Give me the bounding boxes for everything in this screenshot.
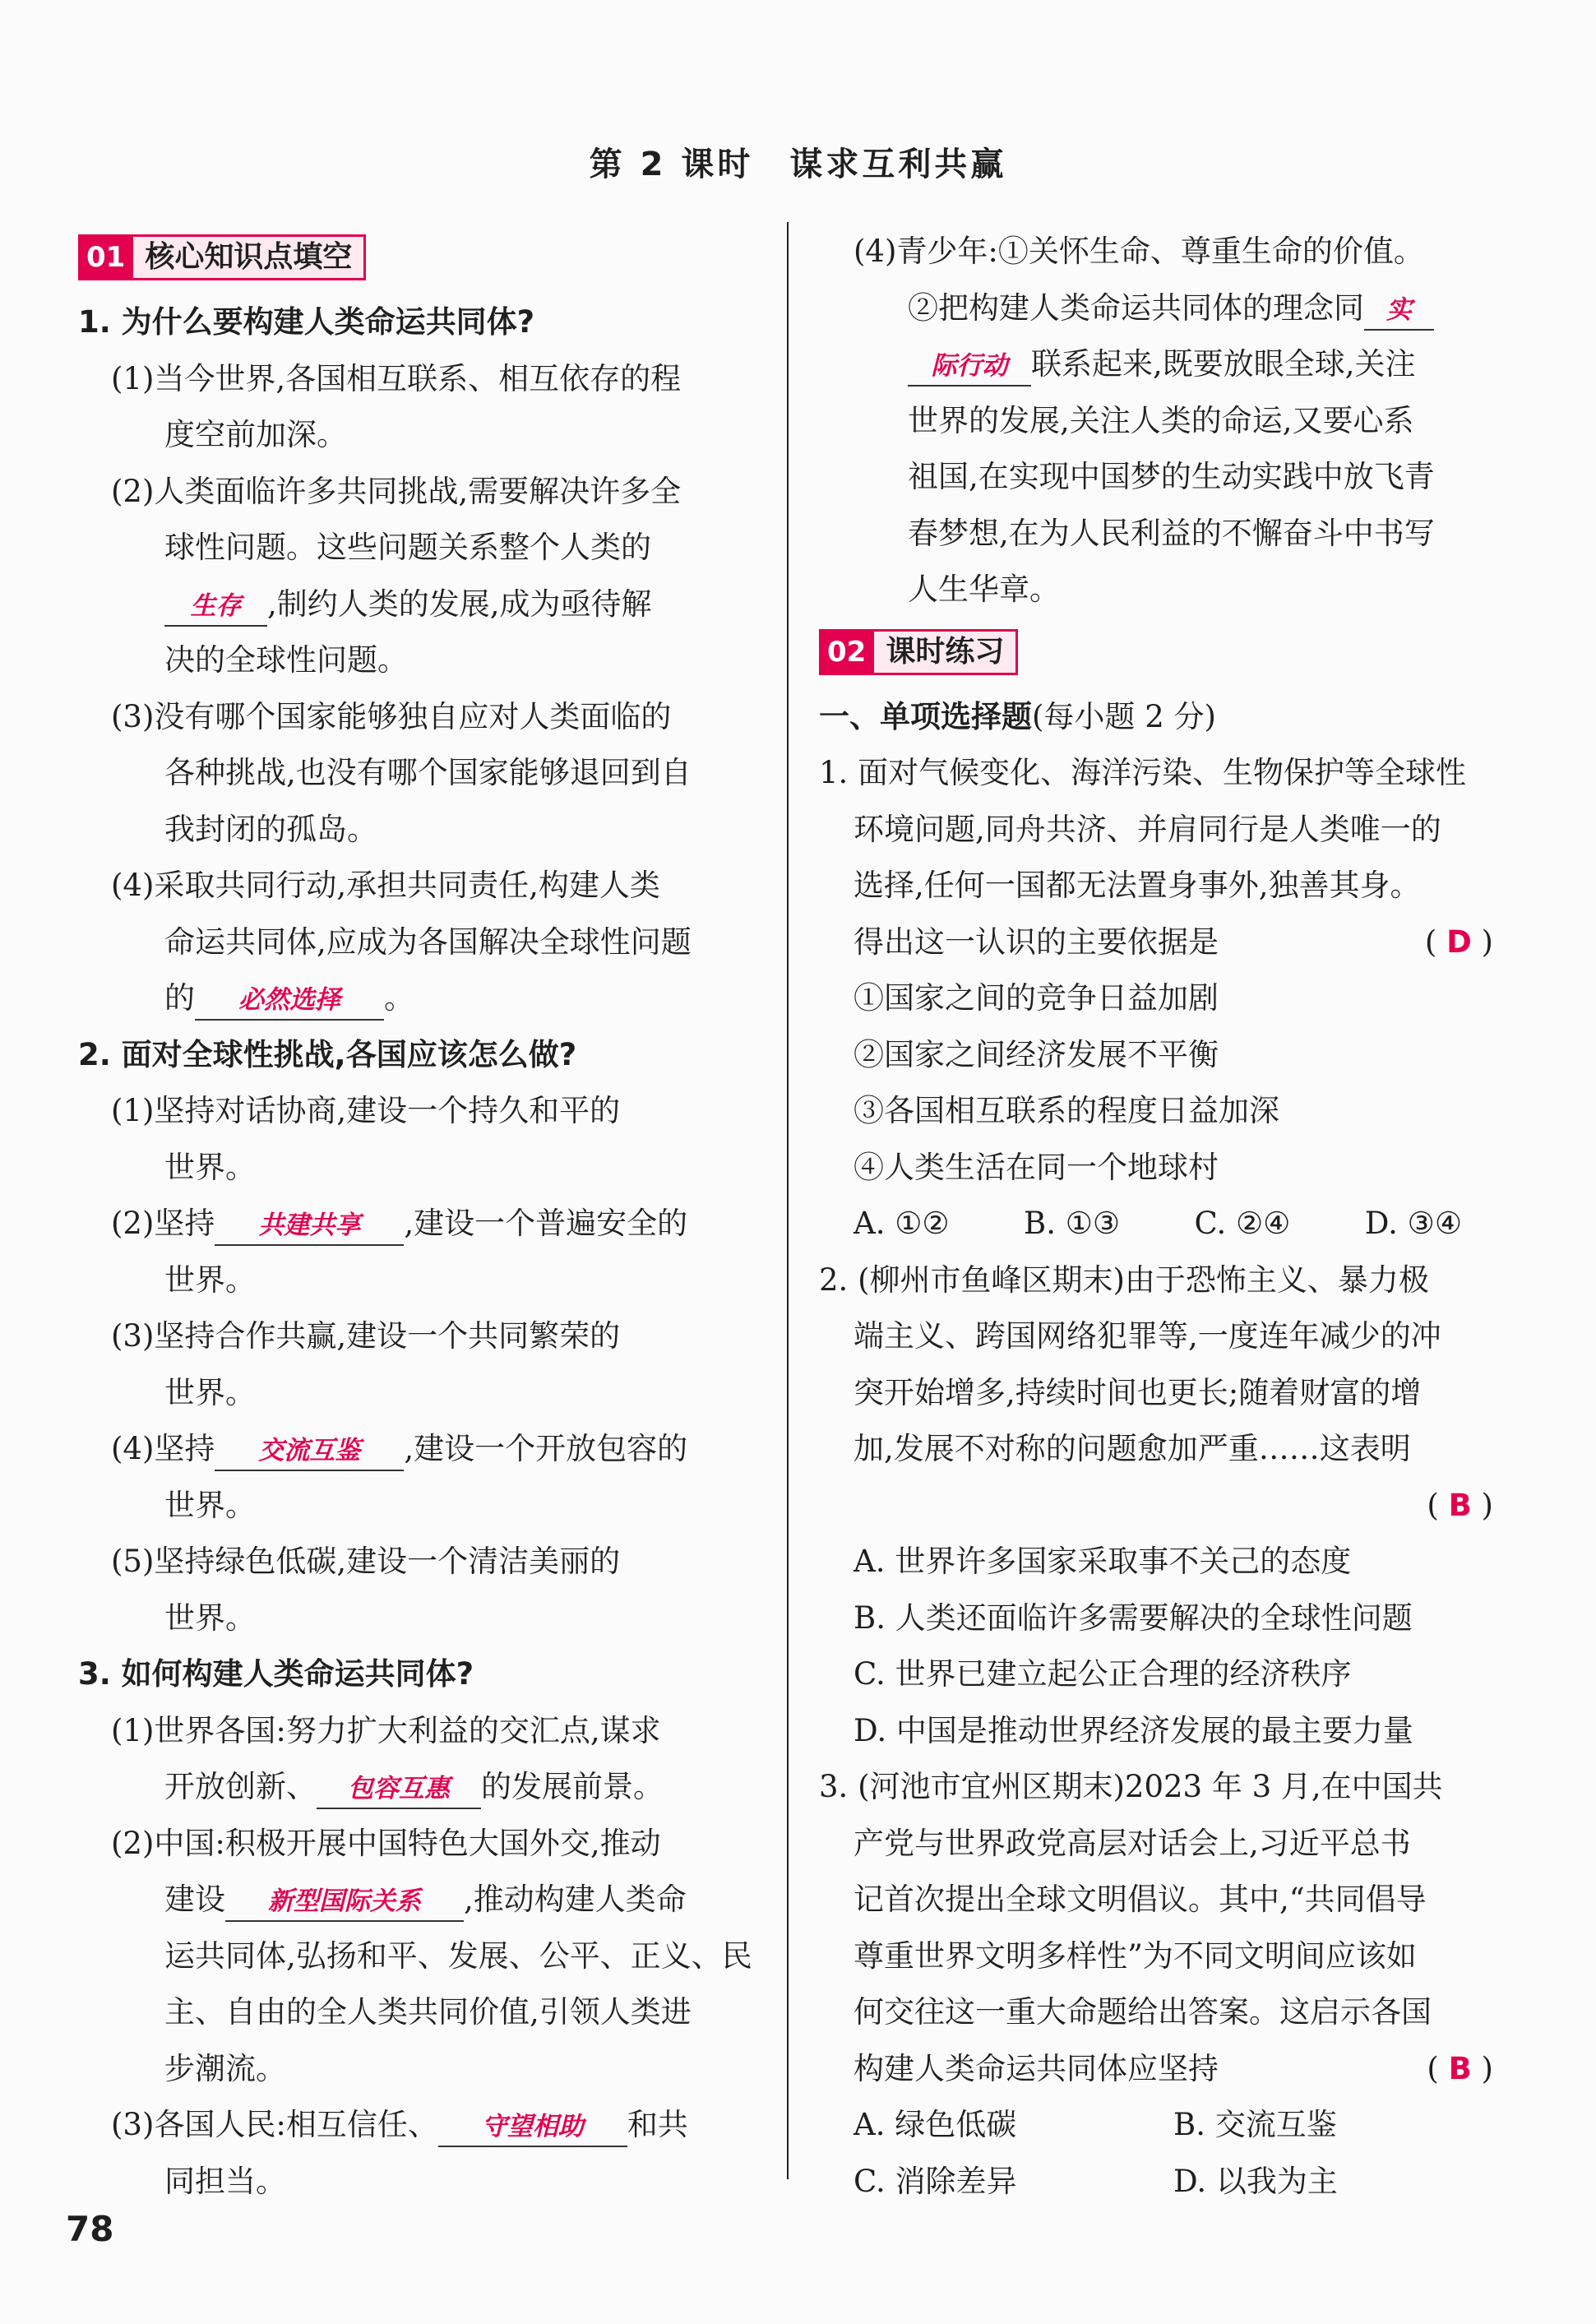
text-line: (4)坚持 交流互鉴 ,建设一个开放包容的 xyxy=(78,1421,761,1478)
fill-blank-answer: 新型国际关系 xyxy=(225,1882,464,1922)
fill-blank-answer: 必然选择 xyxy=(195,981,384,1021)
fill-blank-answer: 包容互惠 xyxy=(317,1770,481,1809)
option-a: A. ①② xyxy=(854,1206,950,1241)
text-line: 构建人类命运共同体应坚持 ( B ) xyxy=(854,2050,1493,2086)
text-line: 环境问题,同舟共济、并肩同行是人类唯一的 xyxy=(854,811,1441,847)
text-line: 际行动 联系起来,既要放眼全球,关注 xyxy=(819,336,1493,393)
text-line: 运共同体,弘扬和平、发展、公平、正义、民 xyxy=(164,1937,752,1974)
text-line: (3)没有哪个国家能够独自应对人类面临的 xyxy=(111,698,672,734)
fill-blank-answer: 共建共享 xyxy=(215,1206,404,1246)
text-line: (3)坚持合作共赢,建设一个共同繁荣的 xyxy=(111,1318,621,1354)
text-line: 端主义、跨国网络犯罪等,一度连年减少的冲 xyxy=(854,1318,1441,1354)
option-d: D. 以我为主 xyxy=(1173,2163,1338,2199)
question-title: 2. 面对全球性挑战,各国应该怎么做? xyxy=(78,1036,577,1072)
answer-options xyxy=(819,2097,1493,2154)
answer-mark: D xyxy=(1446,924,1472,960)
statement: ④人类生活在同一个地球村 xyxy=(854,1149,1219,1185)
text-line: 命运共同体,应成为各国解决全球性问题 xyxy=(164,924,692,960)
option-c: C. 消除差异 xyxy=(854,2163,1017,2199)
text-line: 生存 ,制约人类的发展,成为亟待解 xyxy=(78,576,761,633)
fill-blank-answer: 生存 xyxy=(164,587,267,627)
option-a: A. 世界许多国家采取事不关己的态度 xyxy=(854,1544,1352,1579)
text-line: 尊重世界文明多样性”为不同文明间应该如 xyxy=(854,1937,1417,1974)
text-line: 步潮流。 xyxy=(164,2050,286,2086)
option-c: C. ②④ xyxy=(1194,1206,1291,1241)
text-line: 各种挑战,也没有哪个国家能够退回到自 xyxy=(164,755,692,790)
text-line: (1)坚持对话协商,建设一个持久和平的 xyxy=(111,1093,621,1128)
section-number-badge: 01 xyxy=(78,234,133,280)
text-line: 球性问题。这些问题关系整个人类的 xyxy=(164,530,651,565)
text-line: 突开始增多,持续时间也更长;随着财富的增 xyxy=(854,1374,1422,1410)
text-line: 世界。 xyxy=(164,1599,256,1636)
text-line: 同担当。 xyxy=(164,2163,286,2199)
question-stem: 2. (柳州市鱼峰区期末)由于恐怖主义、暴力极 xyxy=(819,1262,1429,1298)
text-line: 我封闭的孤岛。 xyxy=(164,811,377,847)
text-line: (4)青少年:①关怀生命、尊重生命的价值。 xyxy=(854,234,1424,269)
subsection-heading: 一、单项选择题(每小题 2 分) xyxy=(819,698,1216,734)
option-b: B. ①③ xyxy=(1024,1206,1121,1241)
option-b: B. 人类还面临许多需要解决的全球性问题 xyxy=(854,1599,1413,1636)
text-line: 世界的发展,关注人类的命运,又要心系 xyxy=(908,402,1414,438)
text-line: (2)中国:积极开展中国特色大国外交,推动 xyxy=(111,1825,661,1861)
text-line: 世界。 xyxy=(164,1374,256,1410)
text-line: (3)各国人民:相互信任、 守望相助 和共 xyxy=(78,2097,761,2154)
option-d: D. ③④ xyxy=(1364,1206,1462,1241)
fill-blank-answer: 际行动 xyxy=(908,347,1031,387)
option-c: C. 世界已建立起公正合理的经济秩序 xyxy=(854,1656,1352,1692)
text-line: (1)当今世界,各国相互联系、相互依存的程 xyxy=(111,360,682,396)
text-line: 祖国,在实现中国梦的生动实践中放飞青 xyxy=(908,459,1435,494)
text-line: ( B ) xyxy=(1427,1487,1493,1523)
column-divider xyxy=(787,222,789,2179)
option-d: D. 中国是推动世界经济发展的最主要力量 xyxy=(854,1712,1413,1748)
text-line: 建设 新型国际关系 ,推动构建人类命 xyxy=(78,1872,761,1928)
text-line: 度空前加深。 xyxy=(164,417,347,452)
answer-options xyxy=(819,2154,1493,2211)
text-line: 决的全球性问题。 xyxy=(164,642,408,678)
page-number: 78 xyxy=(66,2209,114,2249)
right-column xyxy=(819,224,1493,2210)
text-line: 选择,任何一国都无法置身事外,独善其身。 xyxy=(854,868,1421,903)
fill-blank-answer: 守望相助 xyxy=(438,2108,627,2147)
question-title: 3. 如何构建人类命运共同体? xyxy=(78,1656,474,1692)
answer-mark: B xyxy=(1448,1487,1472,1523)
text-line: (1)世界各国:努力扩大利益的交汇点,谋求 xyxy=(111,1712,661,1748)
text-line: 春梦想,在为人民利益的不懈奋斗中书写 xyxy=(908,515,1435,551)
question-stem: 1. 面对气候变化、海洋污染、生物保护等全球性 xyxy=(819,755,1467,790)
text-line: 得出这一认识的主要依据是 ( D ) xyxy=(854,924,1493,960)
question-stem: 3. (河池市宜州区期末)2023 年 3 月,在中国共 xyxy=(819,1769,1443,1804)
text-line: 的 必然选择 。 xyxy=(78,970,761,1027)
text-line: 主、自由的全人类共同价值,引领人类进 xyxy=(164,1994,692,2030)
fill-blank-answer: 交流互鉴 xyxy=(215,1432,404,1471)
text-line: (4)采取共同行动,承担共同责任,构建人类 xyxy=(111,868,660,903)
option-a: A. 绿色低碳 xyxy=(854,2107,1017,2142)
section-header-lesson-practice xyxy=(819,627,1493,678)
page-title: 第 2 课时 谋求互利共赢 xyxy=(589,146,1007,183)
text-line: 世界。 xyxy=(164,1262,256,1298)
text-line: (5)坚持绿色低碳,建设一个清洁美丽的 xyxy=(111,1544,621,1579)
fill-blank-answer: 实 xyxy=(1364,291,1434,331)
text-line: ②把构建人类命运共同体的理念同 实 xyxy=(819,280,1493,337)
text-line: 世界。 xyxy=(164,1149,256,1185)
text-line: 世界。 xyxy=(164,1487,256,1523)
answer-mark: B xyxy=(1448,2050,1472,2086)
section-header-core-knowledge xyxy=(78,232,761,283)
answer-options xyxy=(819,1196,1462,1252)
statement: ①国家之间的竞争日益加剧 xyxy=(854,980,1219,1016)
option-b: B. 交流互鉴 xyxy=(1173,2107,1337,2142)
left-column xyxy=(78,224,761,2210)
question-title: 1. 为什么要构建人类命运共同体? xyxy=(78,304,535,340)
text-line: 产党与世界政党高层对话会上,习近平总书 xyxy=(854,1825,1411,1861)
section-number-badge: 02 xyxy=(819,629,874,675)
statement: ③各国相互联系的程度日益加深 xyxy=(854,1093,1279,1128)
text-line: (2)坚持 共建共享 ,建设一个普遍安全的 xyxy=(78,1196,761,1252)
text-line: (2)人类面临许多共同挑战,需要解决许多全 xyxy=(111,473,682,509)
section-title: 核心知识点填空 xyxy=(133,234,366,280)
section-title: 课时练习 xyxy=(874,629,1018,675)
text-line: 加,发展不对称的问题愈加严重……这表明 xyxy=(854,1431,1411,1466)
text-line: 开放创新、 包容互惠 的发展前景。 xyxy=(78,1759,761,1816)
text-line: 何交往这一重大命题给出答案。这启示各国 xyxy=(854,1994,1432,2030)
text-line: 人生华章。 xyxy=(908,572,1060,607)
text-line: 记首次提出全球文明倡议。其中,“共同倡导 xyxy=(854,1882,1427,1917)
statement: ②国家之间经济发展不平衡 xyxy=(854,1036,1219,1072)
